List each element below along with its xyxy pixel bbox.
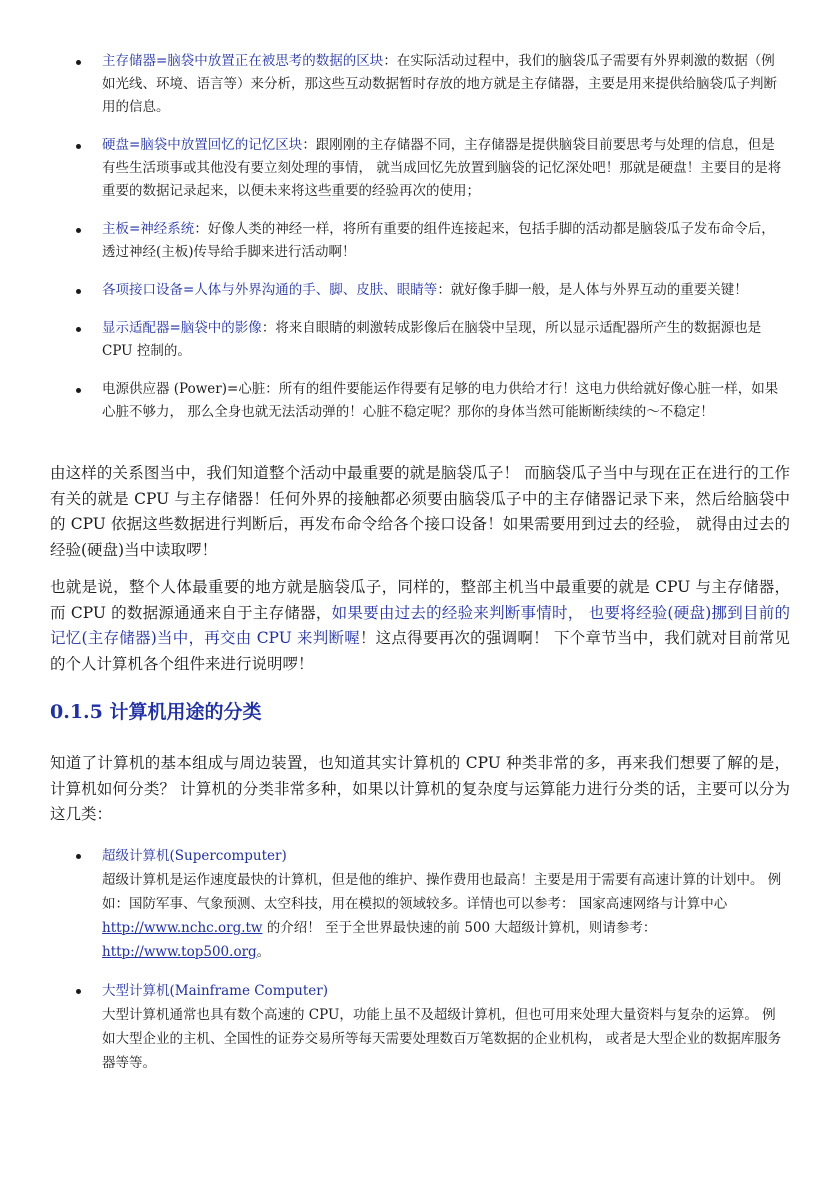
list-item-text: 电源供应器 (Power)=心脏：所有的组件要能运作得要有足够的电力供给才行！这电力供给就好像心脏一样，如果心脏不够力， 那么全身也就无法活动弹的！心脏不稳定呢？那你的身体当然可能断断续续的～不稳定！ <box>102 381 779 420</box>
top500-link[interactable]: http://www.top500.org <box>102 944 257 960</box>
list-item <box>0 378 834 424</box>
list-item-text: 超级计算机是运作速度最快的计算机，但是他的维护、操作费用也最高！主要是用于需要有高速计算的计划中。 例如：国防军事、气象预测、太空科技，用在模拟的领域较多。详情也可以参考： 国家高速网络与计算中心 <box>102 872 782 912</box>
paragraph-summary <box>50 575 790 677</box>
bullet-icon <box>76 388 81 393</box>
list-item <box>0 50 834 119</box>
bullet-icon <box>76 854 81 859</box>
list-item-highlight: 主存储器=脑袋中放置正在被思考的数据的区块 <box>102 53 384 69</box>
list-item <box>0 279 834 302</box>
list-item <box>0 218 834 264</box>
list-item-mainframe <box>0 979 834 1075</box>
list-item-text: 大型计算机通常也具有数个高速的 CPU，功能上虽不及超级计算机，但也可用来处理大量资料与复杂的运算。 例如大型企业的主机、全国性的证券交易所等每天需要处理数百万笔数据的企业机构， 或者是大型企业的数据库服务器等等。 <box>102 1007 782 1071</box>
bullet-icon <box>76 989 81 994</box>
bullet-icon <box>76 327 81 332</box>
nchc-link[interactable]: http://www.nchc.org.tw <box>102 920 263 936</box>
list-item-highlight: 显示适配器=脑袋中的影像 <box>102 320 262 336</box>
bullet-icon <box>76 289 81 294</box>
computer-category-list <box>0 844 834 1090</box>
list-item-highlight: 主板=神经系统 <box>102 221 195 237</box>
list-item <box>0 134 834 203</box>
list-item-title: 大型计算机(Mainframe Computer) <box>102 983 328 999</box>
list-item-supercomputer <box>0 844 834 964</box>
list-item-text: ：将来自眼睛的刺激转成影像后在脑袋中呈现，所以显示适配器所产生的数据源也是 CPU 控制的。 <box>102 320 762 359</box>
list-item-highlight: 各项接口设备=人体与外界沟通的手、脚、皮肤、眼睛等 <box>102 282 438 298</box>
list-item-text: ：就好像手脚一般，是人体与外界互动的重要关键！ <box>437 282 748 298</box>
list-item-text: ：跟刚刚的主存储器不同，主存储器是提供脑袋目前要思考与处理的信息，但是有些生活琐事或其他没有要立刻处理的事情， 就当成回忆先放置到脑袋的记忆深处吧！那就是硬盘！主要目的是将重要的数据记录起来，以便未来将这些重要的经验再次的使用； <box>102 137 782 199</box>
bullet-icon <box>76 60 81 65</box>
paragraph-intro: 知道了计算机的基本组成与周边装置，也知道其实计算机的 CPU 种类非常的多，再来我们想要了解的是，计算机如何分类？ 计算机的分类非常多种，如果以计算机的复杂度与运算能力进行分类的话，主要可以分为这几类： <box>50 754 790 823</box>
list-item <box>0 317 834 363</box>
paragraph-text: 也就是说，整个人体最重要的地方就是脑袋瓜子，同样的，整部主机当中最重要的就是 CPU 与主存储器， 而 CPU 的数据源通通来自于主存储器， <box>50 578 790 622</box>
paragraph-text: ！这点得要再次的强调啊！ 下个章节当中，我们就对目前常见的个人计算机各个组件来进行说明啰！ <box>50 629 790 673</box>
list-item-highlight: 硬盘=脑袋中放置回忆的记忆区块 <box>102 137 303 153</box>
list-item-title: 超级计算机(Supercomputer) <box>102 848 287 864</box>
section-title: 0.1.5 计算机用途的分类 <box>50 701 262 723</box>
paragraph-highlight: 如果要由过去的经验来判断事情时， 也要将经验(硬盘)挪到目前的记忆(主存储器)当中，再交由 CPU 来判断喔 <box>50 603 790 647</box>
list-item-text: 的介绍！ 至于全世界最快速的前 500 大超级计算机，则请参考： <box>262 920 657 936</box>
paragraph-relationship: 由这样的关系图当中，我们知道整个活动中最重要的就是脑袋瓜子！ 而脑袋瓜子当中与现在正在进行的工作有关的就是 CPU 与主存储器！任何外界的接触都必须要由脑袋瓜子中的主存储器记录下来，然后给脑袋中的 CPU 依据这些数据进行判断后，再发布命令给各个接口设备！如果需要用到过去的经验， 就得由过去的经验(硬盘)当中读取啰！ <box>50 464 790 559</box>
list-item-text: ：在实际活动过程中，我们的脑袋瓜子需要有外界刺激的数据（例如光线、环境、语言等）来分析，那这些互动数据暂时存放的地方就是主存储器，主要是用来提供给脑袋瓜子判断用的信息。 <box>102 53 777 115</box>
bullet-icon <box>76 144 81 149</box>
list-item-text: ：好像人类的神经一样，将所有重要的组件连接起来，包括手脚的活动都是脑袋瓜子发布命令后， 透过神经(主板)传导给手脚来进行活动啊！ <box>102 221 775 260</box>
bullet-icon <box>76 228 81 233</box>
list-item-text: 。 <box>256 944 271 960</box>
component-analogy-list <box>0 50 834 439</box>
